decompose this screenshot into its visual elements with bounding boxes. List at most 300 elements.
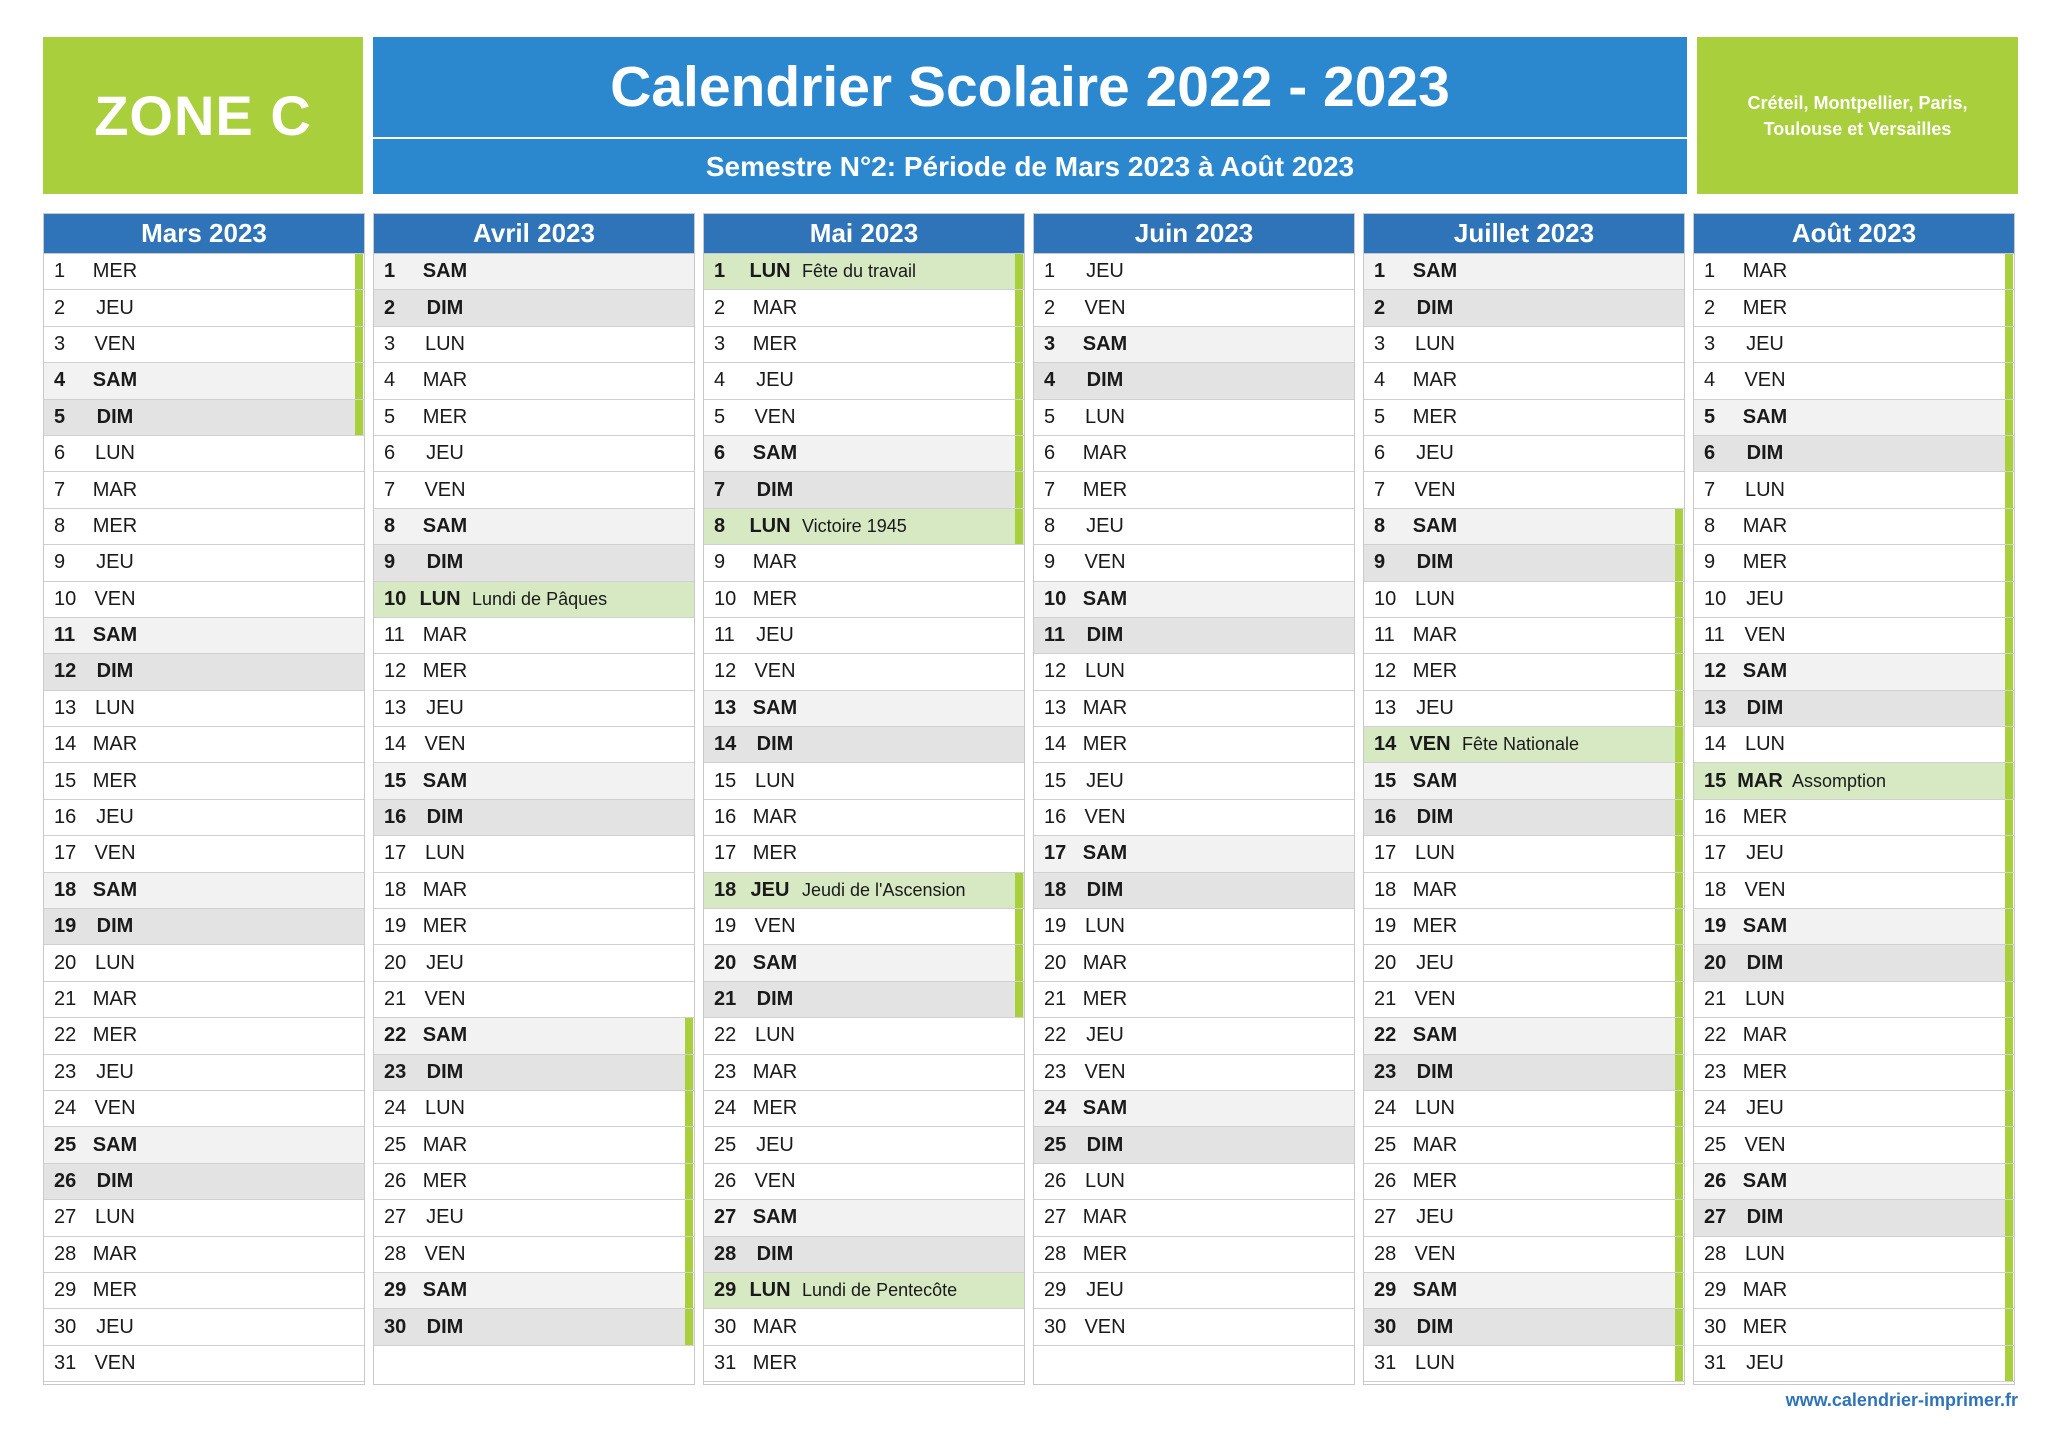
weekday-label: VEN — [1084, 806, 1126, 829]
day-number: 12 — [1374, 660, 1397, 683]
weekday-label: SAM — [1412, 514, 1458, 537]
day-row — [1364, 1309, 1684, 1345]
weekday-label: VEN — [94, 1097, 136, 1120]
day-row — [1694, 1273, 2014, 1309]
day-row — [44, 1200, 364, 1236]
day-number: 9 — [54, 551, 66, 574]
weekday-label: LUN — [419, 587, 461, 610]
weekday-label: JEU — [756, 369, 794, 392]
weekday-label: MAR — [752, 1060, 798, 1083]
day-row — [374, 363, 694, 399]
day-row — [1034, 800, 1354, 836]
day-row — [44, 982, 364, 1018]
day-number: 20 — [54, 951, 77, 974]
day-number: 28 — [714, 1242, 737, 1265]
weekday-label: SAM — [1742, 660, 1788, 683]
day-row — [44, 800, 364, 836]
weekday-label: LUN — [424, 1097, 465, 1120]
weekday-label: MAR — [422, 878, 468, 901]
day-number: 12 — [54, 660, 77, 683]
weekday-label: LUN — [1744, 478, 1785, 501]
day-number: 13 — [384, 696, 407, 719]
weekday-label: MAR — [752, 551, 798, 574]
day-row — [1034, 945, 1354, 981]
day-number: 13 — [1374, 696, 1397, 719]
day-number: 24 — [54, 1097, 77, 1120]
weekday-label: JEU — [426, 442, 464, 465]
day-row — [1364, 618, 1684, 654]
day-row — [1034, 836, 1354, 872]
day-row — [704, 582, 1024, 618]
weekday-label: MER — [752, 587, 798, 610]
weekday-label: JEU — [96, 1315, 134, 1338]
weekday-label: JEU — [1086, 769, 1124, 792]
weekday-label: SAM — [422, 769, 468, 792]
weekday-label: JEU — [1746, 587, 1784, 610]
day-row — [1694, 727, 2014, 763]
day-row — [44, 436, 364, 472]
weekday-label: MER — [92, 1279, 138, 1302]
weekday-label: JEU — [756, 1133, 794, 1156]
weekday-label: SAM — [422, 514, 468, 537]
day-row — [1034, 982, 1354, 1018]
weekday-label: MER — [422, 660, 468, 683]
weekday-label: LUN — [1744, 988, 1785, 1010]
day-row — [704, 691, 1024, 727]
day-row — [1364, 400, 1684, 436]
day-row — [374, 472, 694, 508]
day-row — [44, 363, 364, 399]
day-number: 26 — [384, 1169, 407, 1192]
day-number: 7 — [54, 478, 66, 501]
day-row — [1034, 1237, 1354, 1273]
day-number: 14 — [1374, 733, 1397, 756]
weekday-label: DIM — [1416, 1315, 1454, 1338]
day-row — [1364, 1164, 1684, 1200]
weekday-label: DIM — [426, 551, 464, 574]
day-number: 22 — [54, 1024, 77, 1047]
day-row — [44, 873, 364, 909]
day-row — [1694, 509, 2014, 545]
weekday-label: SAM — [1412, 260, 1458, 283]
month-column — [43, 213, 365, 1385]
day-number: 19 — [384, 915, 407, 938]
weekday-label: JEU — [1746, 332, 1784, 355]
day-row — [1034, 400, 1354, 436]
day-row — [44, 727, 364, 763]
day-number: 21 — [54, 988, 77, 1010]
day-number: 3 — [1374, 332, 1386, 355]
weekday-label: MER — [1742, 296, 1788, 319]
day-number: 25 — [384, 1133, 407, 1156]
day-row — [704, 618, 1024, 654]
day-row — [704, 1127, 1024, 1163]
day-row — [1364, 327, 1684, 363]
month-column — [703, 213, 1025, 1385]
weekday-label: SAM — [422, 1024, 468, 1047]
day-number: 3 — [1044, 332, 1056, 355]
weekday-label: SAM — [752, 1206, 798, 1229]
weekday-label: SAM — [1742, 915, 1788, 938]
day-number: 17 — [1704, 842, 1727, 865]
day-row — [704, 1309, 1024, 1345]
day-number: 20 — [1704, 951, 1727, 974]
weekday-label: DIM — [96, 660, 134, 683]
day-row — [1034, 873, 1354, 909]
day-row — [1364, 800, 1684, 836]
day-row — [1694, 618, 2014, 654]
day-number: 19 — [1374, 915, 1397, 938]
weekday-label: JEU — [96, 1060, 134, 1083]
day-row — [1364, 582, 1684, 618]
day-row — [44, 400, 364, 436]
day-number: 27 — [714, 1206, 737, 1229]
day-number: 18 — [1704, 878, 1727, 901]
weekday-label: MAR — [1742, 1024, 1788, 1047]
footer-link[interactable]: www.calendrier-imprimer.fr — [1785, 1390, 2018, 1410]
weekday-label: JEU — [750, 878, 790, 901]
weekday-label: VEN — [1084, 551, 1126, 574]
day-row — [44, 618, 364, 654]
day-row — [1694, 873, 2014, 909]
weekday-label: JEU — [426, 1206, 464, 1229]
day-number: 15 — [1044, 769, 1067, 792]
weekday-label: MER — [752, 332, 798, 355]
day-number: 4 — [54, 369, 66, 392]
day-row — [704, 982, 1024, 1018]
day-number: 7 — [714, 478, 726, 501]
day-row — [704, 654, 1024, 690]
day-number: 21 — [714, 988, 737, 1010]
day-row — [1694, 982, 2014, 1018]
day-row — [1364, 727, 1684, 763]
weekday-label: MAR — [1082, 442, 1128, 465]
weekday-label: DIM — [426, 1315, 464, 1338]
day-number: 25 — [1044, 1133, 1067, 1156]
day-number: 27 — [1044, 1206, 1067, 1229]
weekday-label: JEU — [426, 951, 464, 974]
day-row — [44, 582, 364, 618]
day-number: 18 — [714, 878, 737, 901]
day-number: 31 — [1704, 1351, 1727, 1374]
weekday-label: SAM — [92, 878, 138, 901]
day-number: 13 — [1704, 696, 1727, 719]
weekday-label: JEU — [1746, 1097, 1784, 1120]
day-row — [44, 654, 364, 690]
day-number: 2 — [1374, 296, 1386, 319]
weekday-label: SAM — [1082, 842, 1128, 865]
day-number: 29 — [1044, 1279, 1067, 1302]
month-header: Août 2023 — [1694, 214, 2014, 254]
weekday-label: LUN — [1414, 587, 1455, 610]
day-row — [374, 1127, 694, 1163]
day-row — [1034, 1055, 1354, 1091]
day-number: 1 — [1374, 260, 1386, 283]
day-number: 6 — [1044, 442, 1056, 465]
day-row — [374, 545, 694, 581]
weekday-label: MAR — [1082, 696, 1128, 719]
day-number: 8 — [1374, 514, 1386, 537]
day-number: 2 — [714, 296, 726, 319]
weekday-label: SAM — [1082, 587, 1128, 610]
day-number: 10 — [384, 587, 407, 610]
day-row — [1034, 1091, 1354, 1127]
day-number: 8 — [1044, 514, 1056, 537]
weekday-label: VEN — [1414, 988, 1456, 1010]
weekday-label: DIM — [756, 988, 794, 1010]
day-number: 11 — [1704, 624, 1725, 647]
day-row — [1694, 1018, 2014, 1054]
day-number: 5 — [384, 405, 396, 428]
day-number: 9 — [714, 551, 726, 574]
weekday-label: JEU — [96, 551, 134, 574]
day-number: 17 — [1044, 842, 1067, 865]
day-number: 13 — [1044, 696, 1067, 719]
day-row — [1034, 1200, 1354, 1236]
day-row — [704, 436, 1024, 472]
day-number: 21 — [384, 988, 407, 1010]
weekday-label: LUN — [1414, 842, 1455, 865]
day-number: 18 — [1374, 878, 1397, 901]
day-number: 30 — [384, 1315, 407, 1338]
weekday-label: DIM — [426, 806, 464, 829]
weekday-label: SAM — [752, 696, 798, 719]
day-row — [1694, 1200, 2014, 1236]
weekday-label: MER — [92, 514, 138, 537]
weekday-label: DIM — [756, 733, 794, 756]
day-number: 4 — [384, 369, 396, 392]
weekday-label: MER — [1742, 551, 1788, 574]
month-column — [1363, 213, 1685, 1385]
day-row — [374, 400, 694, 436]
weekday-label: DIM — [1746, 442, 1784, 465]
day-row — [44, 1127, 364, 1163]
day-row — [1034, 618, 1354, 654]
day-row — [704, 1091, 1024, 1127]
day-number: 24 — [1704, 1097, 1727, 1120]
zone-badge — [43, 37, 363, 194]
weekday-label: VEN — [424, 733, 466, 756]
day-number: 24 — [1374, 1097, 1397, 1120]
day-row — [1364, 1200, 1684, 1236]
day-number: 13 — [714, 696, 737, 719]
day-row — [1694, 436, 2014, 472]
day-row — [1034, 909, 1354, 945]
day-number: 10 — [54, 587, 77, 610]
day-row — [44, 1091, 364, 1127]
weekday-label: MER — [1412, 660, 1458, 683]
weekday-label: DIM — [426, 1060, 464, 1083]
weekday-label: DIM — [96, 1169, 134, 1192]
weekday-label: VEN — [1414, 1242, 1456, 1265]
day-row — [1694, 400, 2014, 436]
day-number: 30 — [54, 1315, 77, 1338]
day-number: 1 — [54, 260, 66, 283]
day-number: 8 — [714, 514, 726, 537]
day-number: 23 — [1374, 1060, 1397, 1083]
day-row — [1694, 1164, 2014, 1200]
day-row — [1694, 945, 2014, 981]
day-row — [1034, 363, 1354, 399]
day-number: 19 — [714, 915, 737, 938]
day-number: 21 — [1704, 988, 1727, 1010]
weekday-label: DIM — [1086, 624, 1124, 647]
weekday-label: JEU — [1086, 260, 1124, 283]
day-number: 20 — [1374, 951, 1397, 974]
day-number: 11 — [714, 624, 735, 647]
weekday-label: MER — [92, 260, 138, 283]
weekday-label: MAR — [752, 1315, 798, 1338]
weekday-label: MAR — [1742, 260, 1788, 283]
day-row — [704, 1055, 1024, 1091]
day-number: 1 — [384, 260, 396, 283]
weekday-label: MER — [1082, 988, 1128, 1010]
day-row — [44, 1055, 364, 1091]
day-row — [1034, 1164, 1354, 1200]
weekday-label: MER — [1082, 733, 1128, 756]
day-row — [1694, 909, 2014, 945]
weekday-label: MER — [1412, 405, 1458, 428]
weekday-label: LUN — [94, 1206, 135, 1229]
weekday-label: VEN — [754, 1169, 796, 1192]
weekday-label: MER — [1742, 1060, 1788, 1083]
day-row — [1364, 545, 1684, 581]
weekday-label: MER — [1412, 1169, 1458, 1192]
day-number: 16 — [54, 806, 77, 829]
day-row — [1364, 1018, 1684, 1054]
day-number: 3 — [384, 332, 396, 355]
day-number: 9 — [1374, 551, 1386, 574]
day-number: 17 — [714, 842, 737, 865]
day-row — [1694, 1091, 2014, 1127]
weekday-label: LUN — [1414, 332, 1455, 355]
holiday-label: Jeudi de l'Ascension — [802, 879, 966, 900]
day-row — [1694, 1055, 2014, 1091]
day-row — [44, 836, 364, 872]
day-number: 9 — [1044, 551, 1056, 574]
weekday-label: LUN — [94, 696, 135, 719]
day-number: 22 — [1044, 1024, 1067, 1047]
weekday-label: MAR — [752, 296, 798, 319]
weekday-label: MAR — [1737, 769, 1783, 792]
month-column — [1033, 213, 1355, 1385]
subtitle-banner — [373, 139, 1687, 194]
day-number: 10 — [1374, 587, 1397, 610]
holiday-label: Fête Nationale — [1462, 734, 1580, 755]
weekday-label: JEU — [1416, 442, 1454, 465]
weekday-label: SAM — [422, 260, 468, 283]
day-row — [704, 1200, 1024, 1236]
month-column — [373, 213, 695, 1385]
day-row — [704, 836, 1024, 872]
day-number: 14 — [1704, 733, 1727, 756]
weekday-label: MER — [752, 842, 798, 865]
day-row — [44, 290, 364, 326]
day-number: 14 — [384, 733, 407, 756]
weekday-label: LUN — [1744, 733, 1785, 756]
day-row — [1694, 290, 2014, 326]
day-number: 4 — [1704, 369, 1716, 392]
day-row — [1034, 254, 1354, 290]
weekday-label: DIM — [1416, 296, 1454, 319]
day-number: 19 — [54, 915, 77, 938]
day-row — [374, 763, 694, 799]
weekday-label: DIM — [1746, 696, 1784, 719]
day-number: 28 — [1374, 1242, 1397, 1265]
weekday-label: DIM — [1416, 551, 1454, 574]
day-row — [374, 982, 694, 1018]
day-row — [1034, 436, 1354, 472]
day-row — [1694, 472, 2014, 508]
day-number: 25 — [714, 1133, 737, 1156]
day-number: 7 — [384, 478, 396, 501]
day-row — [1694, 654, 2014, 690]
day-number: 9 — [1704, 551, 1716, 574]
weekday-label: LUN — [1414, 1097, 1455, 1120]
day-number: 5 — [714, 405, 726, 428]
day-row — [374, 727, 694, 763]
day-row — [1034, 727, 1354, 763]
day-row — [1034, 654, 1354, 690]
day-number: 17 — [54, 842, 77, 865]
day-number: 5 — [1374, 405, 1386, 428]
weekday-label: SAM — [1082, 332, 1128, 355]
zone-label: ZONE C — [94, 84, 312, 147]
day-number: 26 — [1044, 1169, 1067, 1192]
weekday-label: SAM — [1412, 769, 1458, 792]
day-row — [1364, 873, 1684, 909]
day-number: 28 — [54, 1242, 77, 1265]
day-number: 25 — [1704, 1133, 1727, 1156]
day-row — [1364, 982, 1684, 1018]
day-row — [374, 873, 694, 909]
day-number: 12 — [714, 660, 737, 683]
day-row — [1694, 582, 2014, 618]
day-number: 5 — [1044, 405, 1056, 428]
day-number: 30 — [1704, 1315, 1727, 1338]
day-number: 28 — [384, 1242, 407, 1265]
day-number: 11 — [1044, 624, 1066, 647]
day-row — [1364, 1346, 1684, 1382]
day-number: 29 — [54, 1279, 77, 1302]
day-number: 16 — [714, 806, 737, 829]
weekday-label: VEN — [1744, 878, 1786, 901]
weekday-label: MAR — [422, 624, 468, 647]
weekday-label: MAR — [422, 1133, 468, 1156]
day-number: 18 — [384, 878, 407, 901]
weekday-label: VEN — [1084, 1060, 1126, 1083]
day-row — [374, 1164, 694, 1200]
day-number: 3 — [54, 332, 66, 355]
weekday-label: MER — [92, 1024, 138, 1047]
day-number: 7 — [1704, 478, 1716, 501]
weekday-label: VEN — [424, 478, 466, 501]
day-number: 30 — [1044, 1315, 1067, 1338]
day-number: 26 — [714, 1169, 737, 1192]
day-row — [704, 873, 1024, 909]
day-number: 18 — [54, 878, 77, 901]
day-number: 15 — [1704, 769, 1727, 792]
day-number: 8 — [54, 514, 66, 537]
weekday-label: DIM — [1416, 806, 1454, 829]
day-number: 18 — [1044, 878, 1067, 901]
month-header: Juin 2023 — [1034, 214, 1354, 254]
day-number: 1 — [1044, 260, 1056, 283]
day-row — [44, 691, 364, 727]
weekday-label: MER — [752, 1097, 798, 1120]
day-number: 29 — [384, 1279, 407, 1302]
day-number: 30 — [714, 1315, 737, 1338]
